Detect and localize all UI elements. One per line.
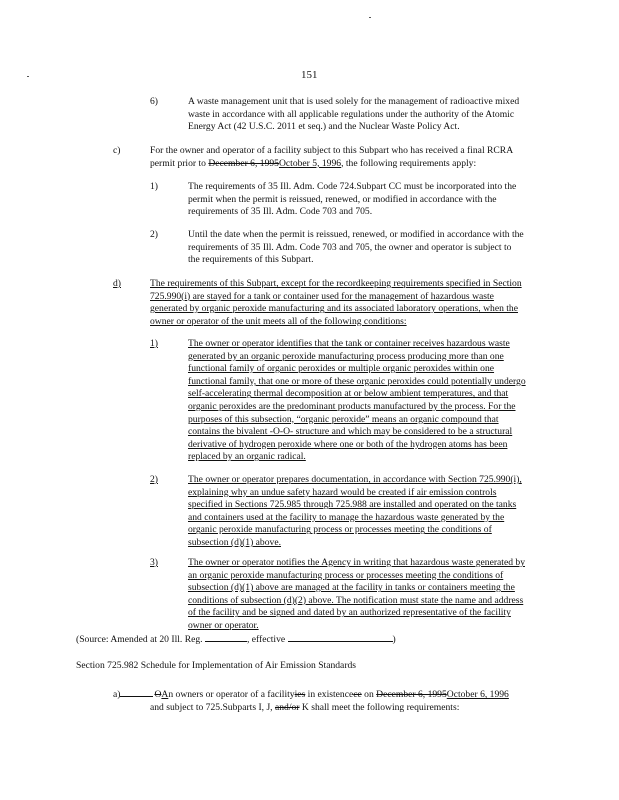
section-d-item-1-label: 1) xyxy=(150,338,158,349)
section-d-label: d) xyxy=(113,278,121,289)
section-d-item-1-text: The owner or operator identifies that the tank or container receives hazardous waste generated by an organic peroxide manufacturing process producing more than one functional family of organic peroxides or multiple organic peroxides within one functional family, that one or more of these organic peroxides could potentially undergo self-accelerating thermal decomposition at or below ambient temperatures, and that organic peroxides are the predominant products manufactured by the process. For the purposes of this subsection, “organic peroxide” means an organic compound that contains the bivalent -O-O- structure and which may be considered to be a structural derivative of hydrogen peroxide where one or both of the hydrogen atoms has been replaced by an organic radical. xyxy=(188,338,526,463)
effective-date-blank xyxy=(288,632,393,642)
section-c-label: c) xyxy=(113,145,121,156)
section-c-item-1-label: 1) xyxy=(150,181,158,192)
section-d-intro: The requirements of this Subpart, except for the recordkeeping requirements specified in Section 725.990(i) are stayed for a tank or container used for the management of hazardous waste generated by organic peroxide manufacturing and its associated laboratory operations, when the owner or operator of the unit meets all of the following conditions: xyxy=(150,278,522,327)
section-c-item-1-text: The requirements of 35 Ill. Adm. Code 724.Subpart CC must be incorporated into the permit when the permit is reissued, renewed, or modified in accordance with the requirements of 35 Ill. Adm. Code 703 and 705. xyxy=(188,181,517,218)
section-d-item-3-text: The owner or operator notifies the Agency in writing that hazardous waste generated by an organic peroxide manufacturing process or processes meeting the conditions of subsection (d)(1) above are managed at the facility in tanks or containers meeting the conditions of subsection (d)(2) above. The notification must state the name and address of the facility and be signed and dated by an authorized representative of the facility owner or operator. xyxy=(188,557,525,631)
section-a-line-2: and subject to 725.Subparts I, J, and/or K shall meet the following requirements: xyxy=(150,702,460,713)
source-note: (Source: Amended at 20 Ill. Reg. , effective ) xyxy=(76,634,396,645)
section-d-item-2-text: The owner or operator prepares documentation, in accordance with Section 725.990(i), explaining why an undue safety hazard would be created if air emission controls specified in Sections 725.985 through 725.988 are installed and operated on the tanks and containers used at the facility to manage the hazardous waste generated by the organic peroxide manufacturing process or processes meeting the conditions of subsection (d)(1) above. xyxy=(188,474,522,548)
section-d-item-3-label: 3) xyxy=(150,557,158,568)
section-a-line-1: a) OAn owners or operator of a facilityies in existencece on December 6, 1995October 6, 1996 xyxy=(113,689,509,700)
section-d-item-2-label: 2) xyxy=(150,474,158,485)
section-c-item-2-text: Until the date when the permit is reissued, renewed, or modified in accordance with the requirements of 35 Ill. Adm. Code 703 and 705, the owner and operator is subject to the requirements of this Subpart. xyxy=(188,229,524,266)
register-number-blank xyxy=(205,632,247,642)
scan-speck xyxy=(369,17,371,18)
item-6-label: 6) xyxy=(150,96,158,107)
section-heading: Section 725.982 Schedule for Implementation of Air Emission Standards xyxy=(76,660,357,671)
section-c-item-2-label: 2) xyxy=(150,229,158,240)
section-a-rule xyxy=(120,690,153,697)
scan-speck xyxy=(27,76,29,77)
section-c-intro: For the owner and operator of a facility subject to this Subpart who has received a final RCRA permit prior to December 6, 1995October 5, 1996, the following requirements apply: xyxy=(150,145,514,169)
page-number: 151 xyxy=(301,69,318,81)
item-6-text: A waste management unit that is used solely for the management of radioactive mixed waste in accordance with all applicable regulations under the authority of the Atomic Energy Act (42 U.S.C. 2011 et seq.) and the Nuclear Waste Policy Act. xyxy=(188,96,520,133)
